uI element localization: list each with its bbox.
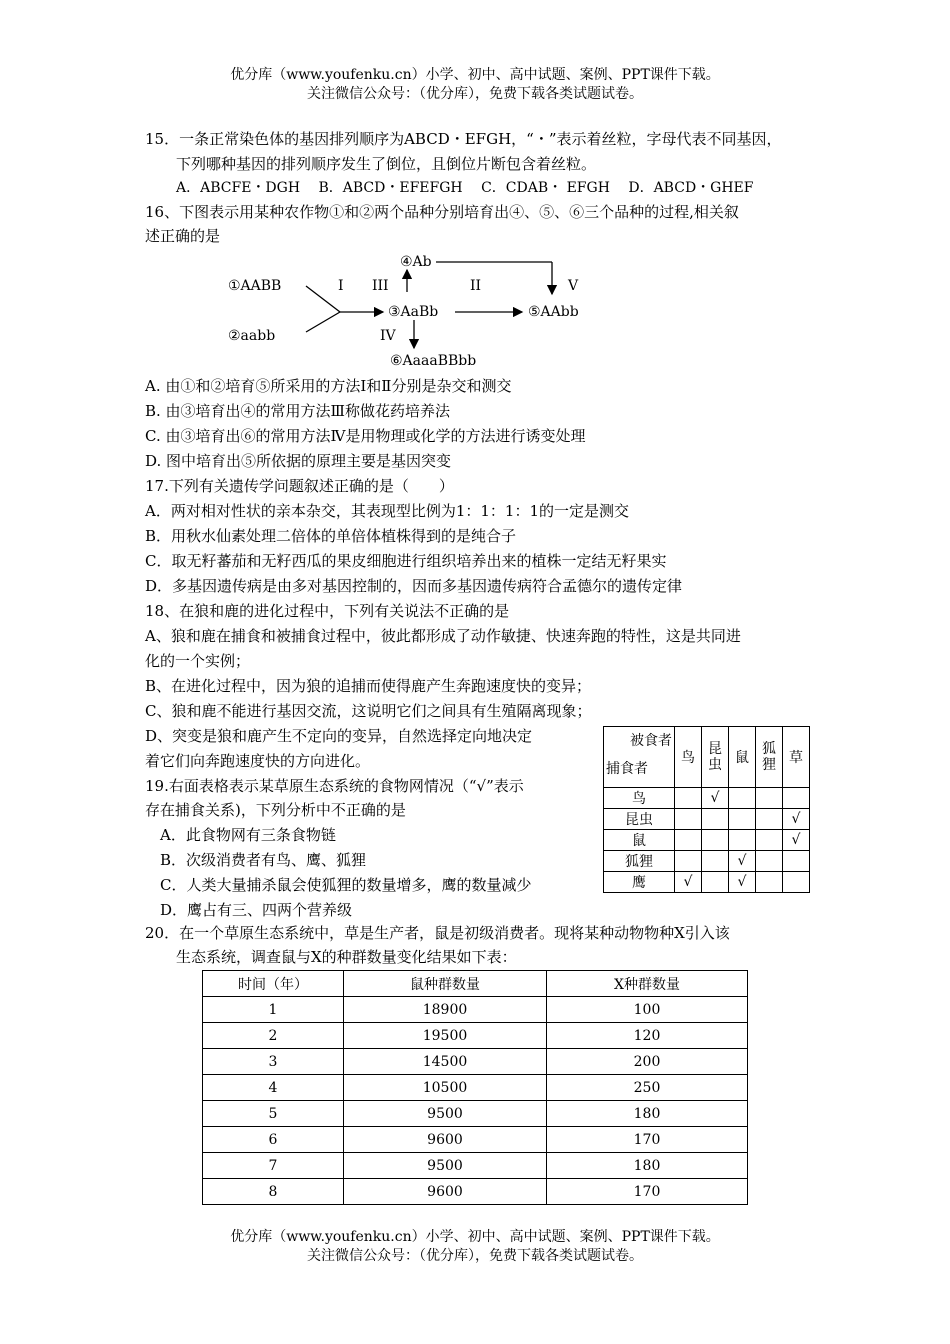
node-4: ④Ab bbox=[400, 254, 432, 270]
q16-stem-2: 述正确的是 bbox=[145, 227, 221, 245]
population-header-row bbox=[203, 971, 748, 997]
q16-option-d: D. 图中培育出⑤所依据的原理主要是基因突变 bbox=[145, 452, 452, 470]
row-header: 鹰 bbox=[604, 872, 675, 893]
cell: 120 bbox=[547, 1023, 748, 1049]
cell: 180 bbox=[547, 1153, 748, 1179]
header-line-1: 优分库（www.youfenku.cn）小学、初中、高中试题、案例、PPT课件下载。 bbox=[230, 67, 720, 83]
col-header-x: X种群数量 bbox=[547, 971, 748, 997]
cell bbox=[756, 830, 783, 851]
cell: √ bbox=[729, 851, 756, 872]
corner-predator-label: 捕食者 bbox=[606, 761, 648, 777]
cell: 9600 bbox=[344, 1179, 547, 1205]
table-row bbox=[203, 1101, 748, 1127]
footer-line-2: 关注微信公众号：（优分库），免费下载各类试题试卷。 bbox=[307, 1248, 643, 1264]
col-header-mouse: 鼠种群数量 bbox=[344, 971, 547, 997]
row-header: 鼠 bbox=[604, 830, 675, 851]
q16-option-a: A. 由①和②培育⑤所采用的方法Ⅰ和Ⅱ分别是杂交和测交 bbox=[145, 377, 512, 395]
q19-stem-2: 存在捕食关系)，下列分析中不正确的是 bbox=[145, 801, 406, 819]
col-header: 鸟 bbox=[675, 727, 702, 788]
table-row bbox=[203, 1023, 748, 1049]
label-IV: IV bbox=[380, 328, 396, 344]
cell: 2 bbox=[203, 1023, 344, 1049]
cell: √ bbox=[783, 830, 810, 851]
q16-option-b: B. 由③培育出④的常用方法Ⅲ称做花药培养法 bbox=[145, 402, 451, 420]
cell: 170 bbox=[547, 1179, 748, 1205]
table-row bbox=[203, 997, 748, 1023]
cell: 250 bbox=[547, 1075, 748, 1101]
q17-option-a: A．两对相对性状的亲本杂交，其表现型比例为1：1：1：1的一定是测交 bbox=[145, 502, 630, 520]
col-header-text: 狐狸 bbox=[762, 741, 776, 773]
q15-options: A．ABCFE・DGH B．ABCD・EFEFGH C．CDAB・ EFGH D．ABCD・GHEF bbox=[176, 180, 754, 196]
cell: 9600 bbox=[344, 1127, 547, 1153]
cell: 3 bbox=[203, 1049, 344, 1075]
q19-option-a: A．此食物网有三条食物链 bbox=[160, 826, 336, 844]
footer-line-1: 优分库（www.youfenku.cn）小学、初中、高中试题、案例、PPT课件下载。 bbox=[230, 1229, 720, 1245]
col-header: 草 bbox=[783, 727, 810, 788]
table-row bbox=[203, 1153, 748, 1179]
row-header: 昆虫 bbox=[604, 809, 675, 830]
q17-option-b: B．用秋水仙素处理二倍体的单倍体植株得到的是纯合子 bbox=[145, 527, 517, 545]
cell: 6 bbox=[203, 1127, 344, 1153]
q15-stem-2: 下列哪种基因的排列顺序发生了倒位，且倒位片断包含着丝粒。 bbox=[176, 155, 597, 173]
cell: 1 bbox=[203, 997, 344, 1023]
cell bbox=[675, 851, 702, 872]
cell bbox=[756, 872, 783, 893]
cell bbox=[702, 809, 729, 830]
col-header-text: 昆虫 bbox=[708, 741, 722, 773]
food-web-table bbox=[603, 726, 810, 893]
q19-option-d: D．鹰占有三、四两个营养级 bbox=[160, 901, 353, 919]
cell: 19500 bbox=[344, 1023, 547, 1049]
table-row bbox=[203, 1075, 748, 1101]
node-3: ③AaBb bbox=[388, 304, 439, 320]
cell bbox=[675, 809, 702, 830]
q19-stem-1: 19.右面表格表示某草原生态系统的食物网情况（“√”表示 bbox=[145, 777, 524, 795]
q16-option-c: C. 由③培育出⑥的常用方法Ⅳ是用物理或化学的方法进行诱变处理 bbox=[145, 427, 586, 445]
cell: √ bbox=[702, 788, 729, 809]
cell bbox=[675, 788, 702, 809]
label-III: III bbox=[372, 278, 389, 294]
cell bbox=[702, 872, 729, 893]
cell: 18900 bbox=[344, 997, 547, 1023]
q18-option-d-2: 着它们向奔跑速度快的方向进化。 bbox=[145, 752, 371, 770]
q18-stem: 18、在狼和鹿的进化过程中，下列有关说法不正确的是 bbox=[145, 602, 510, 620]
node-1: ①AABB bbox=[228, 278, 282, 294]
q18-option-b: B、在进化过程中，因为狼的追捕而使得鹿产生奔跑速度快的变异； bbox=[145, 677, 592, 695]
cell: 180 bbox=[547, 1101, 748, 1127]
cell bbox=[783, 788, 810, 809]
cell: 8 bbox=[203, 1179, 344, 1205]
cell: 170 bbox=[547, 1127, 748, 1153]
q16-stem-1: 16、下图表示用某种农作物①和②两个品种分别培育出④、⑤、⑥三个品种的过程,相关叙 bbox=[145, 203, 739, 221]
q20-stem-2: 生态系统，调查鼠与X的种群数量变化结果如下表： bbox=[176, 948, 517, 966]
node-5: ⑤AAbb bbox=[528, 304, 579, 320]
cell: √ bbox=[729, 872, 756, 893]
table-row bbox=[203, 1179, 748, 1205]
row-header: 鸟 bbox=[604, 788, 675, 809]
col-header bbox=[756, 727, 783, 788]
cell bbox=[783, 872, 810, 893]
cell bbox=[756, 851, 783, 872]
population-table bbox=[202, 970, 748, 1205]
cell: 5 bbox=[203, 1101, 344, 1127]
cell bbox=[783, 851, 810, 872]
cell bbox=[729, 830, 756, 851]
corner-prey-label: 被食者 bbox=[630, 733, 672, 749]
table-row bbox=[203, 1127, 748, 1153]
table-row bbox=[203, 1049, 748, 1075]
cell: 9500 bbox=[344, 1153, 547, 1179]
table-row bbox=[604, 872, 810, 893]
table-row bbox=[604, 830, 810, 851]
cell: 14500 bbox=[344, 1049, 547, 1075]
q17-stem: 17.下列有关遗传学问题叙述正确的是（ ） bbox=[145, 477, 454, 495]
label-V: V bbox=[568, 278, 579, 294]
cell bbox=[702, 851, 729, 872]
q18-option-a-2: 化的一个实例； bbox=[145, 652, 251, 670]
table-row bbox=[604, 851, 810, 872]
q20-stem-1: 20．在一个草原生态系统中，草是生产者，鼠是初级消费者。现将某种动物物种X引入该 bbox=[145, 924, 730, 942]
cell bbox=[702, 830, 729, 851]
table-row bbox=[604, 809, 810, 830]
q18-option-d-1: D、突变是狼和鹿产生不定向的变异，自然选择定向地决定 bbox=[145, 727, 533, 745]
q15-stem-1: 15．一条正常染色体的基因排列顺序为ABCD・EFGH，“・”表示着丝粒，字母代表不同基因， bbox=[145, 130, 782, 148]
q17-option-d: D．多基因遗传病是由多对基因控制的，因而多基因遗传病符合孟德尔的遗传定律 bbox=[145, 577, 683, 595]
cell: √ bbox=[783, 809, 810, 830]
cell: 10500 bbox=[344, 1075, 547, 1101]
q19-option-c: C．人类大量捕杀鼠会使狐狸的数量增多，鹰的数量减少 bbox=[160, 876, 532, 894]
cell bbox=[756, 809, 783, 830]
row-header: 狐狸 bbox=[604, 851, 675, 872]
cell: 100 bbox=[547, 997, 748, 1023]
node-2: ②aabb bbox=[228, 328, 276, 344]
cell: 200 bbox=[547, 1049, 748, 1075]
label-II: II bbox=[470, 278, 482, 294]
q18-option-c: C、狼和鹿不能进行基因交流，这说明它们之间具有生殖隔离现象； bbox=[145, 702, 592, 720]
cell: √ bbox=[675, 872, 702, 893]
cell bbox=[729, 809, 756, 830]
q18-option-a-1: A、狼和鹿在捕食和被捕食过程中，彼此都形成了动作敏捷、快速奔跑的特性，这是共同进 bbox=[145, 627, 741, 645]
node-6: ⑥AaaaBBbb bbox=[390, 353, 477, 369]
cell bbox=[675, 830, 702, 851]
header-line-2: 关注微信公众号：（优分库），免费下载各类试题试卷。 bbox=[307, 86, 643, 102]
cell: 4 bbox=[203, 1075, 344, 1101]
cell bbox=[756, 788, 783, 809]
col-header-time: 时间（年） bbox=[203, 971, 344, 997]
food-web-header-row bbox=[604, 727, 810, 788]
line-from-2 bbox=[306, 312, 340, 332]
label-I: I bbox=[338, 278, 344, 294]
cell bbox=[729, 788, 756, 809]
cell: 7 bbox=[203, 1153, 344, 1179]
col-header: 鼠 bbox=[729, 727, 756, 788]
food-web-corner bbox=[604, 727, 675, 788]
table-row bbox=[604, 788, 810, 809]
breeding-diagram bbox=[200, 248, 640, 373]
q19-option-b: B．次级消费者有鸟、鹰、狐狸 bbox=[160, 851, 367, 869]
q17-option-c: C．取无籽蕃茄和无籽西瓜的果皮细胞进行组织培养出来的植株一定结无籽果实 bbox=[145, 552, 667, 570]
line-from-1 bbox=[306, 286, 340, 312]
col-header bbox=[702, 727, 729, 788]
cell: 9500 bbox=[344, 1101, 547, 1127]
